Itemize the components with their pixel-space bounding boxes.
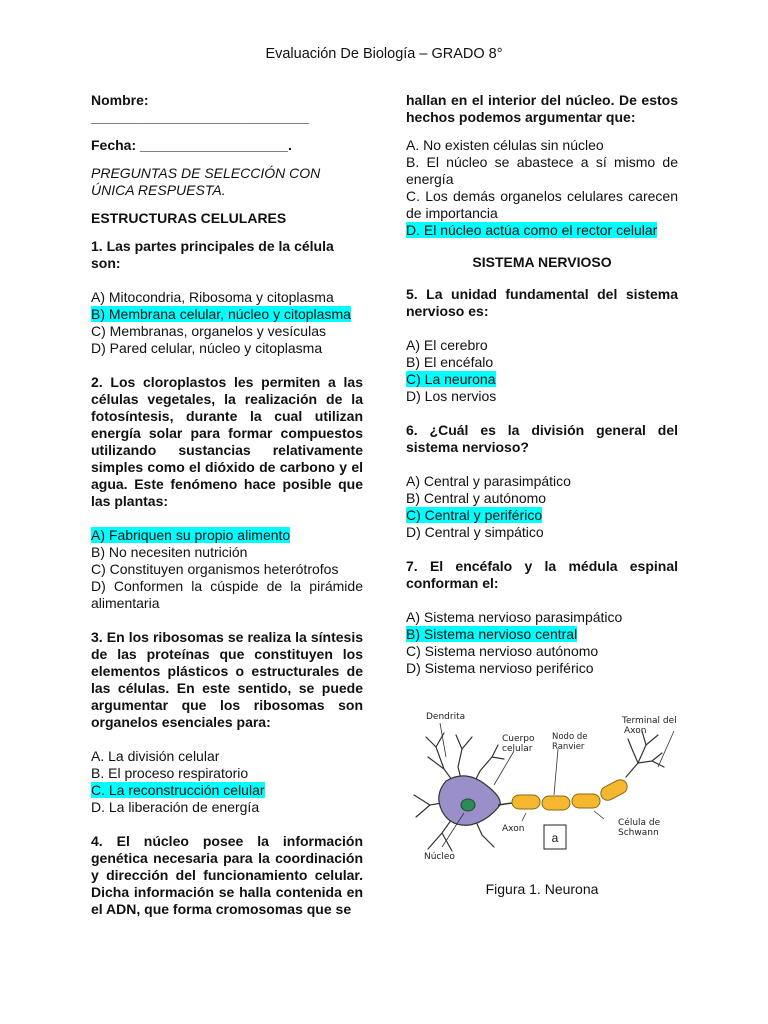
q5-option-b[interactable]: B) El encéfalo xyxy=(406,354,494,370)
q7-option-d[interactable]: D) Sistema nervioso periférico xyxy=(406,660,594,676)
label-nodo-2: Ranvier xyxy=(552,742,585,752)
neuron-diagram xyxy=(406,709,678,879)
label-terminal-1: Terminal del xyxy=(622,716,677,726)
q1-option-d[interactable]: D) Pared celular, núcleo y citoplasma xyxy=(91,340,323,356)
label-cuerpo-1: Cuerpo xyxy=(502,734,535,744)
page-title: Evaluación De Biología – GRADO 8° xyxy=(265,46,503,62)
q4-options xyxy=(406,137,678,239)
q1-options xyxy=(91,289,363,357)
q1-option-b[interactable]: B) Membrana celular, núcleo y citoplasma xyxy=(91,306,351,322)
question-2: 2. Los cloroplastos les permiten a las células vegetales, la realización de la fotosíntesis, durante la cual utilizan energía solar para formar compuestos utilizando sustancias relativamente simples como el dióxido de carbono y el agua. Este fenómeno hace posible que las plantas: xyxy=(91,374,363,509)
q7-options xyxy=(406,609,678,677)
label-schwann-1: Célula de xyxy=(618,818,661,828)
q6-option-c[interactable]: C) Central y periférico xyxy=(406,507,543,523)
myelin-sheath xyxy=(512,777,630,810)
q5-options xyxy=(406,337,678,405)
q6-option-d[interactable]: D) Central y simpático xyxy=(406,524,544,540)
q1-option-c[interactable]: C) Membranas, organelos y vesículas xyxy=(91,323,326,339)
q7-option-b[interactable]: B) Sistema nervioso central xyxy=(406,626,578,642)
question-4-part1: 4. El núcleo posee la información genética necesaria para la coordinación y dirección del funcionamiento celular. Dicha información se halla contenida en el ADN, que forma cromosomas que se xyxy=(91,833,363,917)
myelin-segment xyxy=(598,777,629,803)
myelin-segment xyxy=(542,796,570,810)
label-nodo-1: Nodo de xyxy=(552,732,588,742)
label-terminal-2: Axon xyxy=(624,726,647,736)
label-cuerpo-2: celular xyxy=(502,744,533,754)
left-column xyxy=(91,92,363,918)
q4-option-a[interactable]: A. No existen células sin núcleo xyxy=(406,137,604,153)
label-schwann-2: Schwann xyxy=(618,828,659,838)
section-title-nervous: SISTEMA NERVIOSO xyxy=(472,254,612,270)
q7-option-a[interactable]: A) Sistema nervioso parasimpático xyxy=(406,609,623,625)
q2-options xyxy=(91,527,363,612)
question-3: 3. En los ribosomas se realiza la síntesis de las proteínas que constituyen los elementos plásticos o estructurales de las células. En este sentido, se puede argumentar que los ribosomas son organelos esenciales para: xyxy=(91,629,363,730)
q5-option-d[interactable]: D) Los nervios xyxy=(406,388,497,404)
question-5: 5. La unidad fundamental del sistema nervioso es: xyxy=(406,286,678,319)
q3-option-a[interactable]: A. La división celular xyxy=(91,748,220,764)
question-1: 1. Las partes principales de la célula son: xyxy=(91,238,334,271)
myelin-segment xyxy=(572,794,600,808)
right-column xyxy=(406,92,678,898)
q2-option-d[interactable]: D) Conformen la cúspide de la pirámide alimentaria xyxy=(91,578,363,611)
label-axon: Axon xyxy=(502,824,525,834)
question-4-part2: hallan en el interior del núcleo. De estos hechos podemos argumentar que: xyxy=(406,92,678,125)
q2-option-b[interactable]: B) No necesiten nutrición xyxy=(91,544,248,560)
myelin-segment xyxy=(512,795,540,809)
q2-option-a[interactable]: A) Fabriquen su propio alimento xyxy=(91,527,291,543)
q4-option-b[interactable]: B. El núcleo se abastece a sí mismo de energía xyxy=(406,154,678,187)
label-box-text: a xyxy=(551,831,559,845)
q7-option-c[interactable]: C) Sistema nervioso autónomo xyxy=(406,643,599,659)
q5-option-a[interactable]: A) El cerebro xyxy=(406,337,488,353)
figure-caption: Figura 1. Neurona xyxy=(485,881,599,897)
name-field[interactable]: Nombre: ____________________________ xyxy=(91,92,310,125)
instructions: PREGUNTAS DE SELECCIÓN CON ÚNICA RESPUESTA. xyxy=(91,165,321,198)
section-title-cells: ESTRUCTURAS CELULARES xyxy=(91,210,287,226)
question-6: 6. ¿Cuál es la división general del sistema nervioso? xyxy=(406,422,678,455)
q6-option-a[interactable]: A) Central y parasimpático xyxy=(406,473,571,489)
q3-option-c[interactable]: C. La reconstrucción celular xyxy=(91,782,265,798)
q4-option-c[interactable]: C. Los demás organelos celulares carecen de importancia xyxy=(406,188,678,221)
label-nucleo: Núcleo xyxy=(424,852,455,862)
date-field[interactable]: Fecha: ___________________. xyxy=(91,137,292,153)
nucleus-shape xyxy=(461,799,475,811)
q3-options xyxy=(91,748,363,816)
q4-option-d[interactable]: D. El núcleo actúa como el rector celular xyxy=(406,222,658,238)
axon-terminals xyxy=(626,731,664,777)
q5-option-c[interactable]: C) La neurona xyxy=(406,371,496,387)
q3-option-b[interactable]: B. El proceso respiratorio xyxy=(91,765,249,781)
q6-options xyxy=(406,473,678,541)
label-dendrita: Dendrita xyxy=(426,712,466,722)
question-7: 7. El encéfalo y la médula espinal conforman el: xyxy=(406,558,678,591)
q3-option-d[interactable]: D. La liberación de energía xyxy=(91,799,260,815)
q6-option-b[interactable]: B) Central y autónomo xyxy=(406,490,547,506)
neuron-figure xyxy=(406,709,678,879)
q2-option-c[interactable]: C) Constituyen organismos heterótrofos xyxy=(91,561,339,577)
q1-option-a[interactable]: A) Mitocondria, Ribosoma y citoplasma xyxy=(91,289,334,305)
